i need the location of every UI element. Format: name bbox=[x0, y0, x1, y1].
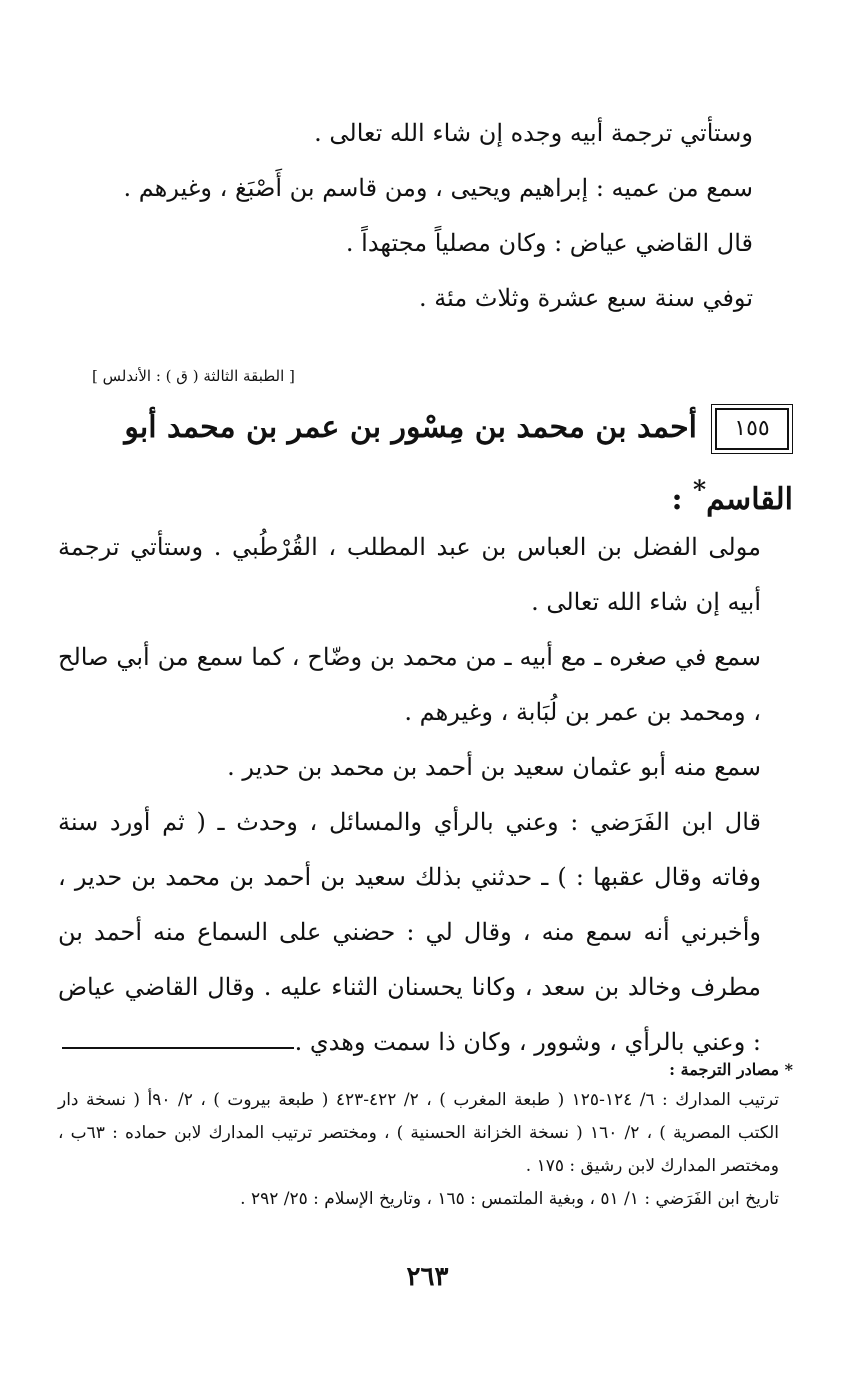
entry-body bbox=[58, 520, 793, 1070]
paragraph: مولى الفضل بن العباس بن عبد المطلب ، القُرْطُبي . وستأتي ترجمة أبيه إن شاء الله تعالى . bbox=[58, 533, 761, 616]
text-line: سمع من عميه : إبراهيم ويحيى ، ومن قاسم بن أَصْبَغ ، وغيرهم . bbox=[123, 174, 753, 202]
footnote-marker: * bbox=[693, 475, 707, 504]
footnote-item: ترتيب المدارك : ٦/ ١٢٤-١٢٥ ( طبعة المغرب ) ، ٢/ ٤٢٢-٤٢٣ ( طبعة بيروت ) ، ٢/ ٩٠أ ( نسخة دار الكتب المصرية ) ، ٢/ ١٦٠ ( نسخة الخزانة الحسنية ) ، ومختصر ترتيب المدارك لابن حماده : ٦٣ب ، ومختصر المدارك لابن رشيق : ١٧٥ . bbox=[58, 1090, 779, 1176]
footnote-divider bbox=[62, 1047, 294, 1049]
entry-name: أحمد بن محمد بن مِسْور بن عمر بن محمد أبو القاسم bbox=[124, 410, 793, 517]
entry-colon: : bbox=[671, 482, 694, 517]
entry-heading bbox=[58, 397, 793, 531]
continued-entry bbox=[58, 106, 793, 326]
footnote-item: تاريخ ابن الفَرَضي : ١/ ٥١ ، وبغية الملتمس : ١٦٥ ، وتاريخ الإسلام : ٢٥/ ٢٩٢ . bbox=[240, 1189, 779, 1209]
text-line: قال القاضي عياض : وكان مصلياً مجتهداً . bbox=[345, 229, 753, 257]
paragraph: قال ابن الفَرَضي : وعني بالرأي والمسائل ، وحدث ـ ( ثم أورد سنة وفاته وقال عقبها : ) ـ حدثني بذلك سعيد بن أحمد بن محمد بن حدير ، وأخبرني أنه سمع منه ، وقال لي : حضني على السماع منه أحمد بن مطرف وخالد بن سعد ، وكانا يحسنان الثناء عليه . وقال القاضي عياض : وعني بالرأي ، وشوور ، وكان ذا سمت وهدي . bbox=[58, 808, 761, 1056]
footnote-title: * مصادر الترجمة : bbox=[669, 1060, 793, 1079]
footnotes bbox=[58, 1056, 793, 1216]
paragraph: سمع في صغره ـ مع أبيه ـ من محمد بن وضّاح ، كما سمع من أبي صالح ، ومحمد بن عمر بن لُبَابة ، وغيرهم . bbox=[58, 643, 761, 726]
page-number: ٢٦٣ bbox=[406, 1262, 449, 1292]
paragraph: سمع منه أبو عثمان سعيد بن أحمد بن محمد بن حدير . bbox=[227, 753, 761, 781]
text-line: وستأتي ترجمة أبيه وجده إن شاء الله تعالى . bbox=[314, 119, 753, 147]
entry-number: ١٥٥ bbox=[715, 408, 789, 450]
text-line: توفي سنة سبع عشرة وثلاث مئة . bbox=[419, 284, 753, 312]
layer-label: [ الطبقة الثالثة ( ق ) : الأندلس ] bbox=[92, 367, 295, 385]
